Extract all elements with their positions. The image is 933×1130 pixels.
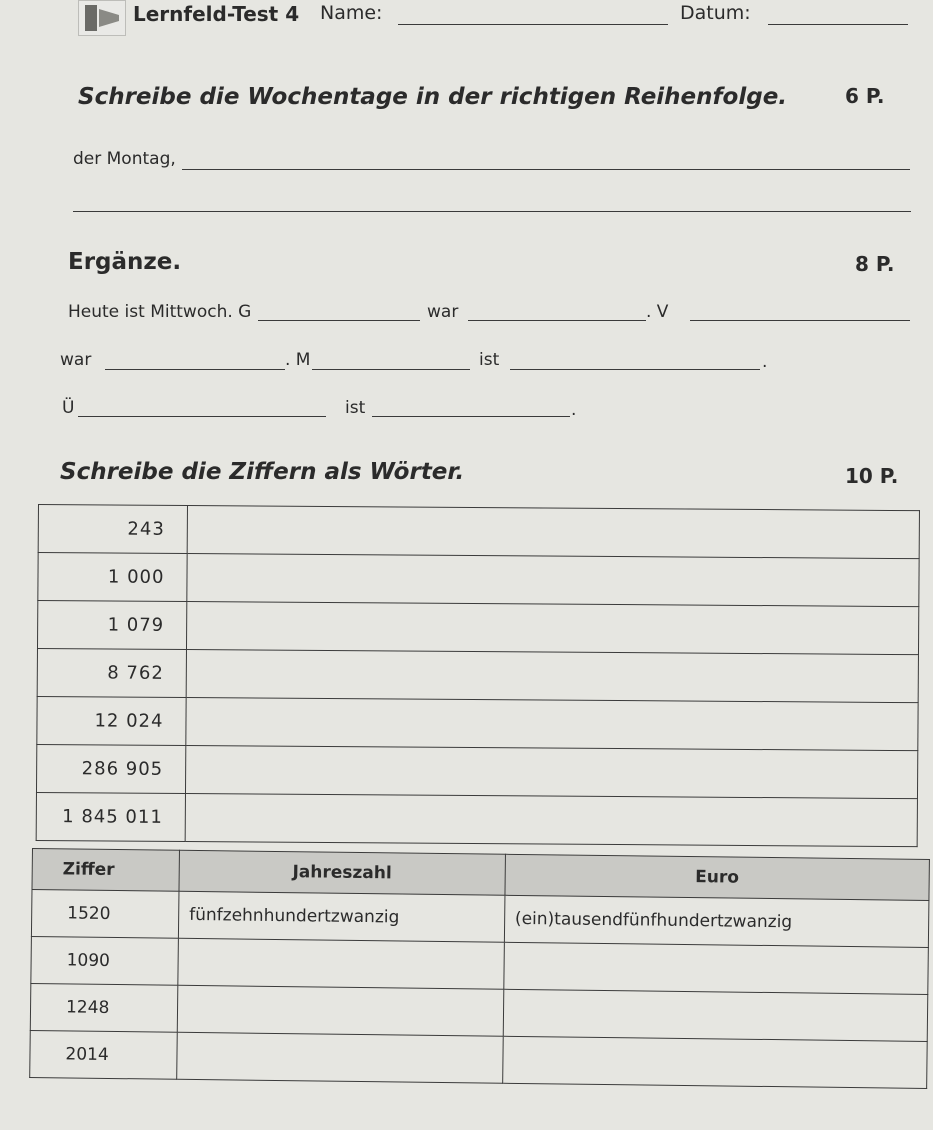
sentence1-text-c: . V [646, 302, 669, 322]
date-field[interactable] [768, 24, 908, 25]
sentence2-text-a: war [60, 350, 92, 370]
answer-cell[interactable] [186, 650, 918, 703]
task1-points: 6 P. [845, 84, 885, 108]
euro-cell[interactable] [504, 942, 929, 994]
blank-6[interactable] [510, 369, 760, 370]
table-row [37, 648, 918, 702]
answer-cell[interactable] [187, 506, 919, 559]
weekday-answer-line-1[interactable] [182, 169, 910, 170]
jahreszahl-cell[interactable] [177, 985, 503, 1036]
jahreszahl-cell[interactable] [177, 1032, 503, 1083]
number-cell: 8 762 [37, 648, 186, 697]
sentence2-text-b: . M [285, 350, 311, 370]
table-row [36, 792, 917, 846]
euro-cell: (ein)tausendfünfhundertzwanzig [504, 895, 929, 947]
answer-cell[interactable] [187, 554, 919, 607]
number-cell: 12 024 [37, 696, 186, 745]
ziffer-cell: 1248 [30, 983, 178, 1032]
task1-start-text: der Montag, [73, 149, 176, 169]
sentence3-text-b: ist [345, 398, 366, 418]
task3-instruction: Schreibe die Ziffern als Wörter. [60, 459, 465, 485]
table-row [36, 744, 917, 798]
sentence1-text-a: Heute ist Mittwoch. G [68, 302, 252, 322]
task2-instruction: Ergänze. [68, 249, 182, 275]
sentence3-text-c: . [571, 400, 577, 420]
table-row [38, 505, 919, 559]
ziffer-cell: 2014 [30, 1030, 178, 1079]
blank-4[interactable] [105, 369, 285, 370]
number-cell: 286 905 [36, 744, 185, 793]
answer-cell[interactable] [185, 746, 917, 799]
sentence2-text-c: ist [479, 350, 500, 370]
task2-points: 8 P. [855, 252, 895, 276]
logo-icon [78, 0, 126, 36]
ziffer-cell: 1090 [31, 936, 179, 985]
task3-points: 10 P. [845, 464, 899, 488]
euro-cell[interactable] [503, 989, 928, 1041]
task1-instruction: Schreibe die Wochentage in der richtigen Reihenfolge. [78, 84, 788, 110]
answer-cell[interactable] [186, 698, 918, 751]
table-row [30, 1030, 928, 1088]
ziffer-cell: 1520 [31, 890, 179, 939]
blank-8[interactable] [372, 416, 570, 417]
blank-7[interactable] [78, 416, 326, 417]
blank-5[interactable] [312, 369, 470, 370]
number-cell: 1 079 [37, 601, 186, 650]
jahreszahl-cell[interactable] [178, 938, 504, 989]
blank-1[interactable] [258, 320, 420, 321]
euro-cell[interactable] [502, 1036, 927, 1088]
number-words-table [36, 504, 920, 847]
sentence2-text-d: . [762, 352, 768, 372]
date-label: Datum: [680, 2, 751, 24]
blank-2[interactable] [468, 320, 646, 321]
blank-3[interactable] [690, 320, 910, 321]
header-jahreszahl: Jahreszahl [179, 850, 505, 895]
weekday-answer-line-2[interactable] [73, 211, 911, 212]
name-label: Name: [320, 2, 383, 24]
table-row [38, 553, 919, 607]
answer-cell[interactable] [185, 794, 917, 847]
jahreszahl-cell: fünfzehnhundertzwanzig [178, 891, 504, 942]
table-row [37, 601, 918, 655]
name-field[interactable] [398, 24, 668, 25]
test-title: Lernfeld-Test 4 [133, 2, 300, 26]
number-cell: 243 [38, 505, 187, 554]
answer-cell[interactable] [186, 602, 918, 655]
number-cell: 1 000 [38, 553, 187, 602]
header-euro: Euro [505, 854, 930, 900]
year-euro-table [29, 848, 930, 1089]
number-cell: 1 845 011 [36, 792, 185, 841]
table-row [37, 696, 918, 750]
sentence1-text-b: war [427, 302, 459, 322]
header-ziffer: Ziffer [32, 849, 179, 892]
sentence3-text-a: Ü [62, 398, 75, 418]
